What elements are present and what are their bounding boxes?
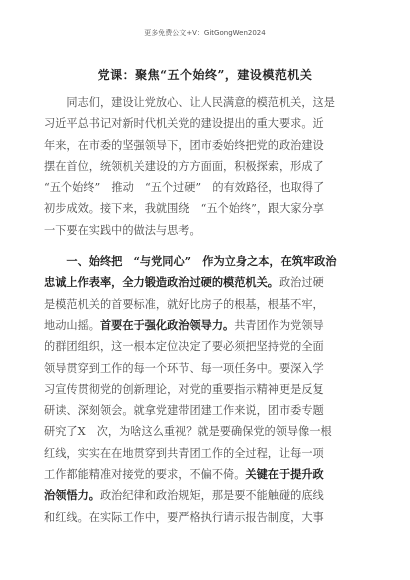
text-line [44,464,370,485]
text-segment: 的群团组织，这一根本定位决定了要必须把坚持党的全面 [44,340,324,354]
text-line [44,294,370,315]
text-segment: 习宣传贯彻党的创新理论，对党的重要指示精神更是反复 [44,382,324,396]
bold-text-segment: 首要在于强化政治领导力。 [99,317,235,332]
bold-text-segment: 治领悟力。 [44,488,100,503]
text-line [44,251,370,272]
paragraph-gap [44,241,370,251]
text-line [44,485,370,506]
bold-text-segment: 一、始终把 “与党同心” 作为立身之本，在筑牢政治 [44,254,337,269]
text-line [44,507,370,528]
text-segment: 是模范机关的首要标准，就好比房子的根基，根基不牢， [44,297,324,311]
text-line [44,421,370,442]
text-line [44,358,370,379]
text-line [44,400,370,421]
text-segment: 政治纪律和政治规矩，那是要不能触碰的底线 [99,489,324,503]
text-segment: 政治过硬 [278,276,324,290]
text-segment: 地动山摇。 [44,318,100,332]
text-line: 习近平总书记对新时代机关党的建设提出的重大要求。近 [44,117,324,131]
bold-text-segment: 忠诚上作表率，全力锻造政治过硬的模范机关。 [44,275,279,290]
section-one-paragraph [44,251,370,528]
text-line [44,336,370,357]
document-body [44,92,370,528]
text-segment: 红线，实实在在地贯穿到共青团工作的全过程，让每一项 [44,446,324,460]
text-segment: 共青团作为党领导 [234,318,324,332]
text-line [44,315,370,336]
text-line [44,443,370,464]
text-segment: 领导贯穿到工作的每一个环节、每一项任务中。要深入学 [44,361,324,375]
text-segment: 研读、深刻领会。就拿党建带团建工作来说，团市委专题 [44,404,324,418]
text-line: 摆在首位，统领机关建设的方方面面，积极探索，形成了 [44,159,324,173]
text-line [44,272,370,293]
text-line: “五个始终” 推动 “五个过硬” 的有效路径，也取得了 [44,181,325,195]
document-title: 党课：聚焦“五个始终”，建设模范机关 [97,68,313,82]
intro-paragraph [44,92,370,241]
bold-text-segment: 关键在于提升政 [245,467,324,482]
text-segment: 研究了X 次，为啥这么重视？就是要确保党的领导像一根 [44,425,332,439]
text-line: 一下要在实践中的做法与思考。 [44,223,201,237]
text-line: 同志们，建设让党放心、让人民满意的模范机关，这是 [44,96,335,109]
text-segment: 和红线。在实际工作中，要严格执行请示报告制度，大事 [44,510,324,524]
text-line: 年来，在市委的坚强领导下，团市委始终把党的政治建设 [44,138,324,152]
text-line [44,379,370,400]
text-line: 初步成效。接下来，我就围绕 “五个始终”，跟大家分享 [44,202,324,216]
header-note: 更多免费公文+V：GitGongWen2024 [144,29,266,37]
text-segment: 工作都能精准对接党的要求，不偏不倚。 [44,468,246,482]
